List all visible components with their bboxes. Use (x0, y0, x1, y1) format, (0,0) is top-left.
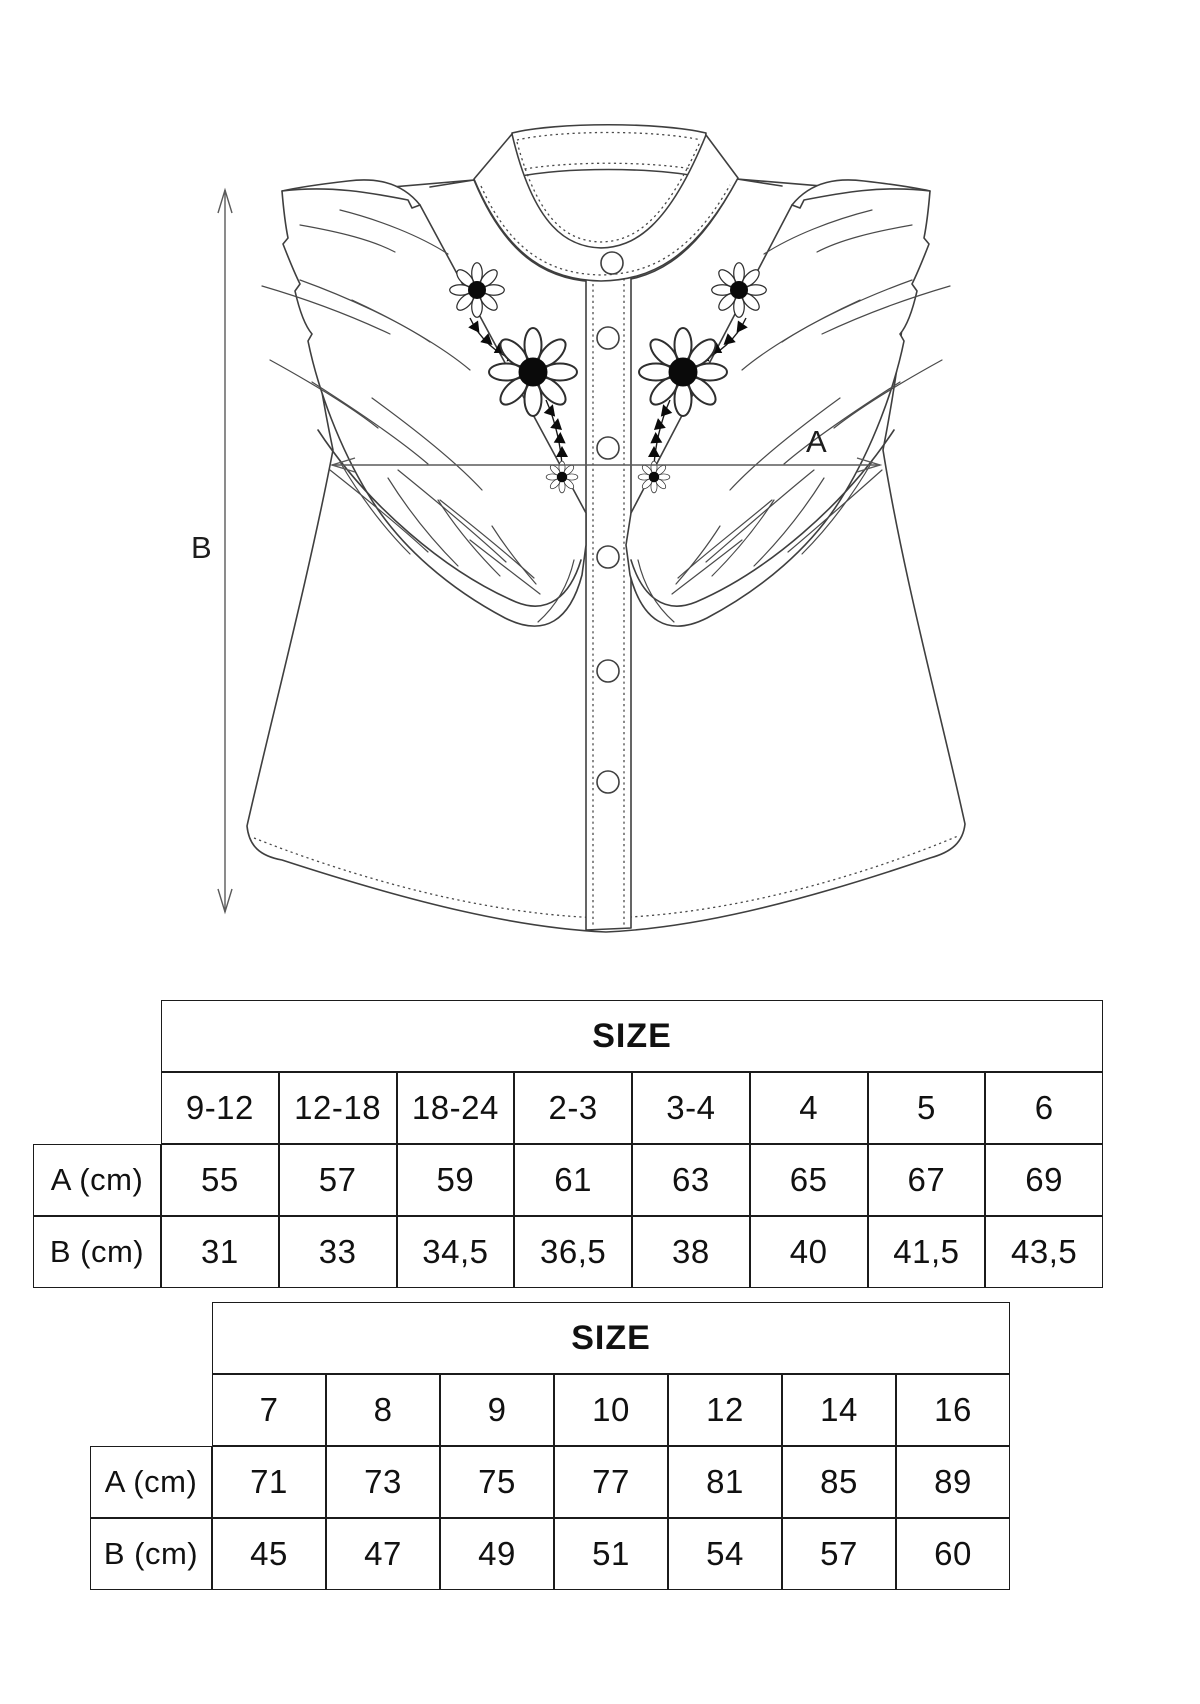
measurement-cell: 57 (782, 1518, 896, 1590)
dimension-length-b (191, 190, 232, 912)
measurement-cell: 51 (554, 1518, 668, 1590)
daisy-tiny-left (546, 461, 578, 493)
row-label: A (cm) (33, 1144, 161, 1216)
measurement-cell: 55 (161, 1144, 279, 1216)
measurement-cell: 61 (514, 1144, 632, 1216)
row-label: B (cm) (90, 1518, 212, 1590)
size-column-header: 14 (782, 1374, 896, 1446)
size-column-header: 16 (896, 1374, 1010, 1446)
size-column-header: 18-24 (397, 1072, 515, 1144)
table-corner-spacer (33, 1000, 161, 1144)
measurement-cell: 36,5 (514, 1216, 632, 1288)
measurement-cell: 63 (632, 1144, 750, 1216)
measurement-cell: 73 (326, 1446, 440, 1518)
size-column-header: 12 (668, 1374, 782, 1446)
measurement-cell: 67 (868, 1144, 986, 1216)
size-column-header: 9 (440, 1374, 554, 1446)
row-label: A (cm) (90, 1446, 212, 1518)
measurement-cell: 40 (750, 1216, 868, 1288)
size-header: SIZE (161, 1000, 1103, 1072)
measurement-cell: 45 (212, 1518, 326, 1590)
measurement-cell: 60 (896, 1518, 1010, 1590)
measurement-cell: 85 (782, 1446, 896, 1518)
size-table-kids (90, 1302, 1010, 1590)
measurement-cell: 47 (326, 1518, 440, 1590)
measurement-cell: 77 (554, 1446, 668, 1518)
measurement-cell: 59 (397, 1144, 515, 1216)
daisy-tiny-right (638, 461, 670, 493)
measurement-cell: 38 (632, 1216, 750, 1288)
dimension-a-label: A (806, 424, 827, 459)
measurement-cell: 57 (279, 1144, 397, 1216)
row-label: B (cm) (33, 1216, 161, 1288)
measurement-cell: 69 (985, 1144, 1103, 1216)
size-column-header: 10 (554, 1374, 668, 1446)
measurement-cell: 33 (279, 1216, 397, 1288)
measurement-cell: 34,5 (397, 1216, 515, 1288)
measurement-cell: 54 (668, 1518, 782, 1590)
size-column-header: 4 (750, 1072, 868, 1144)
measurement-cell: 65 (750, 1144, 868, 1216)
button-placket (586, 248, 631, 930)
measurement-cell: 71 (212, 1446, 326, 1518)
measurement-cell: 31 (161, 1216, 279, 1288)
size-column-header: 2-3 (514, 1072, 632, 1144)
table-corner-spacer (90, 1302, 212, 1446)
daisy-large-right (639, 328, 727, 416)
measurement-cell: 75 (440, 1446, 554, 1518)
daisy-small-right (712, 263, 767, 318)
measurement-cell: 41,5 (868, 1216, 986, 1288)
size-column-header: 3-4 (632, 1072, 750, 1144)
size-column-header: 5 (868, 1072, 986, 1144)
size-table-baby (33, 1000, 1103, 1288)
dimension-b-label: B (191, 530, 212, 565)
measurement-cell: 49 (440, 1518, 554, 1590)
size-column-header: 12-18 (279, 1072, 397, 1144)
measurement-cell: 81 (668, 1446, 782, 1518)
size-column-header: 9-12 (161, 1072, 279, 1144)
size-column-header: 8 (326, 1374, 440, 1446)
measurement-cell: 43,5 (985, 1216, 1103, 1288)
measurement-cell: 89 (896, 1446, 1010, 1518)
size-column-header: 7 (212, 1374, 326, 1446)
daisy-large-left (489, 328, 577, 416)
size-header: SIZE (212, 1302, 1010, 1374)
size-column-header: 6 (985, 1072, 1103, 1144)
daisy-small-left (450, 263, 505, 318)
